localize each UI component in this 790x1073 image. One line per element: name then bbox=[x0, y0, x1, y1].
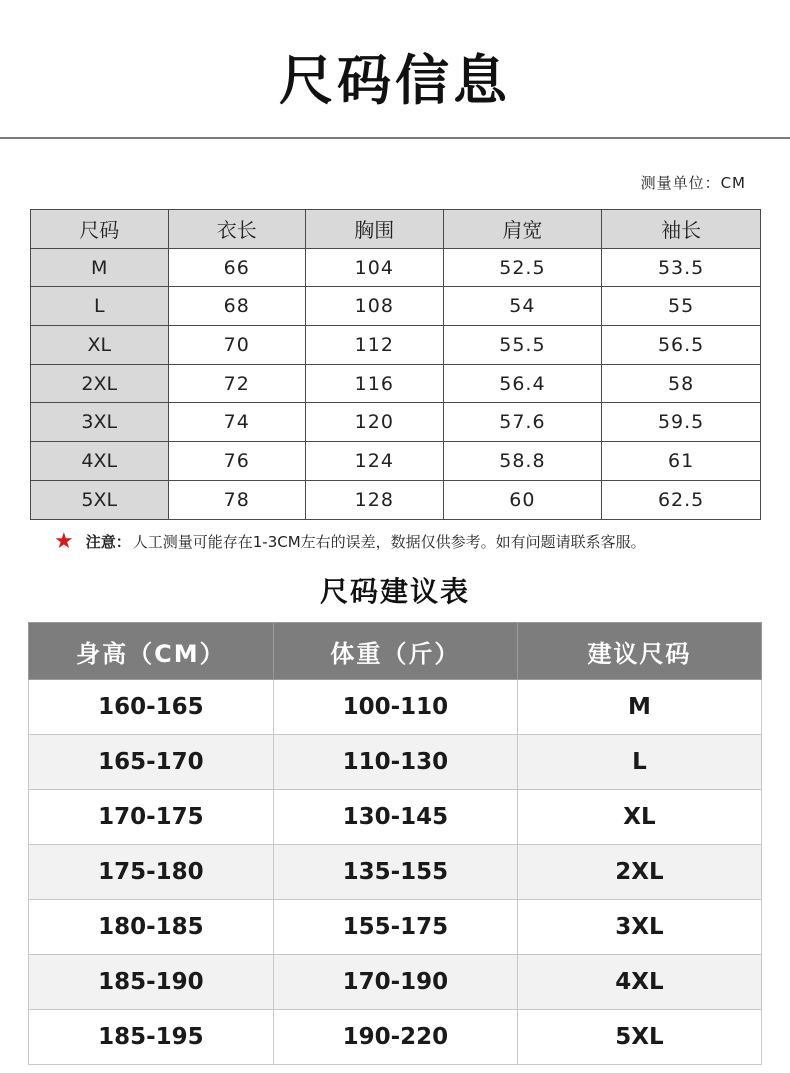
sleeve-cell: 55 bbox=[602, 287, 761, 326]
recommend-title: 尺码建议表 bbox=[319, 575, 470, 608]
table-row bbox=[31, 326, 761, 365]
chest-cell: 128 bbox=[306, 480, 444, 519]
size-cell: L bbox=[31, 287, 169, 326]
sleeve-cell: 56.5 bbox=[602, 326, 761, 365]
sleeve-cell: 61 bbox=[602, 442, 761, 481]
chest-cell: 104 bbox=[306, 248, 444, 287]
header-suggested-size: 建议尺码 bbox=[517, 623, 761, 680]
header-height: 身高（CM） bbox=[29, 623, 274, 680]
suggested-size-cell: 4XL bbox=[517, 955, 761, 1010]
length-cell: 70 bbox=[168, 326, 306, 365]
table-row bbox=[29, 955, 762, 1010]
star-icon: ★ bbox=[54, 528, 74, 554]
table-row bbox=[31, 364, 761, 403]
table-row bbox=[29, 790, 762, 845]
size-cell: 5XL bbox=[31, 480, 169, 519]
weight-cell: 155-175 bbox=[273, 900, 517, 955]
table-row bbox=[31, 442, 761, 481]
chest-cell: 112 bbox=[306, 326, 444, 365]
length-cell: 76 bbox=[168, 442, 306, 481]
header-shoulder: 肩宽 bbox=[443, 210, 602, 249]
shoulder-cell: 52.5 bbox=[443, 248, 602, 287]
suggested-size-cell: 5XL bbox=[517, 1010, 761, 1065]
recommend-header-row bbox=[29, 623, 762, 680]
size-cell: 2XL bbox=[31, 364, 169, 403]
weight-cell: 110-130 bbox=[273, 735, 517, 790]
height-cell: 180-185 bbox=[29, 900, 274, 955]
size-cell: 3XL bbox=[31, 403, 169, 442]
weight-cell: 190-220 bbox=[273, 1010, 517, 1065]
measurement-table bbox=[30, 209, 761, 520]
shoulder-cell: 54 bbox=[443, 287, 602, 326]
table-row bbox=[29, 900, 762, 955]
suggested-size-cell: 3XL bbox=[517, 900, 761, 955]
length-cell: 72 bbox=[168, 364, 306, 403]
sleeve-cell: 53.5 bbox=[602, 248, 761, 287]
weight-cell: 130-145 bbox=[273, 790, 517, 845]
table-row bbox=[29, 1010, 762, 1065]
header-size: 尺码 bbox=[31, 210, 169, 249]
size-cell: M bbox=[31, 248, 169, 287]
suggested-size-cell: L bbox=[517, 735, 761, 790]
unit-note: 测量单位：CM bbox=[640, 174, 746, 192]
weight-cell: 135-155 bbox=[273, 845, 517, 900]
chest-cell: 108 bbox=[306, 287, 444, 326]
notice-label: 注意： bbox=[85, 533, 131, 551]
page-title: 尺码信息 bbox=[279, 49, 511, 112]
height-cell: 185-195 bbox=[29, 1010, 274, 1065]
table-row bbox=[31, 480, 761, 519]
header-sleeve: 袖长 bbox=[602, 210, 761, 249]
header-weight: 体重（斤） bbox=[273, 623, 517, 680]
height-cell: 160-165 bbox=[29, 680, 274, 735]
weight-cell: 100-110 bbox=[273, 680, 517, 735]
size-recommendation-table bbox=[28, 622, 762, 1065]
chest-cell: 124 bbox=[306, 442, 444, 481]
table-row bbox=[29, 680, 762, 735]
size-cell: XL bbox=[31, 326, 169, 365]
shoulder-cell: 58.8 bbox=[443, 442, 602, 481]
chest-cell: 120 bbox=[306, 403, 444, 442]
sleeve-cell: 62.5 bbox=[602, 480, 761, 519]
shoulder-cell: 60 bbox=[443, 480, 602, 519]
sleeve-cell: 59.5 bbox=[602, 403, 761, 442]
table-row bbox=[31, 403, 761, 442]
shoulder-cell: 55.5 bbox=[443, 326, 602, 365]
height-cell: 175-180 bbox=[29, 845, 274, 900]
header-length: 衣长 bbox=[168, 210, 306, 249]
notice-text: 人工测量可能存在1-3CM左右的误差，数据仅供参考。如有问题请联系客服。 bbox=[132, 533, 646, 551]
height-cell: 165-170 bbox=[29, 735, 274, 790]
shoulder-cell: 56.4 bbox=[443, 364, 602, 403]
weight-cell: 170-190 bbox=[273, 955, 517, 1010]
length-cell: 68 bbox=[168, 287, 306, 326]
length-cell: 78 bbox=[168, 480, 306, 519]
suggested-size-cell: M bbox=[517, 680, 761, 735]
table-row bbox=[29, 845, 762, 900]
header-chest: 胸围 bbox=[306, 210, 444, 249]
suggested-size-cell: XL bbox=[517, 790, 761, 845]
suggested-size-cell: 2XL bbox=[517, 845, 761, 900]
measurement-header-row bbox=[31, 210, 761, 249]
length-cell: 66 bbox=[168, 248, 306, 287]
height-cell: 170-175 bbox=[29, 790, 274, 845]
chest-cell: 116 bbox=[306, 364, 444, 403]
table-row bbox=[31, 248, 761, 287]
shoulder-cell: 57.6 bbox=[443, 403, 602, 442]
table-row bbox=[29, 735, 762, 790]
length-cell: 74 bbox=[168, 403, 306, 442]
size-cell: 4XL bbox=[31, 442, 169, 481]
title-divider bbox=[0, 137, 790, 139]
sleeve-cell: 58 bbox=[602, 364, 761, 403]
measurement-notice bbox=[54, 528, 774, 554]
height-cell: 185-190 bbox=[29, 955, 274, 1010]
table-row bbox=[31, 287, 761, 326]
